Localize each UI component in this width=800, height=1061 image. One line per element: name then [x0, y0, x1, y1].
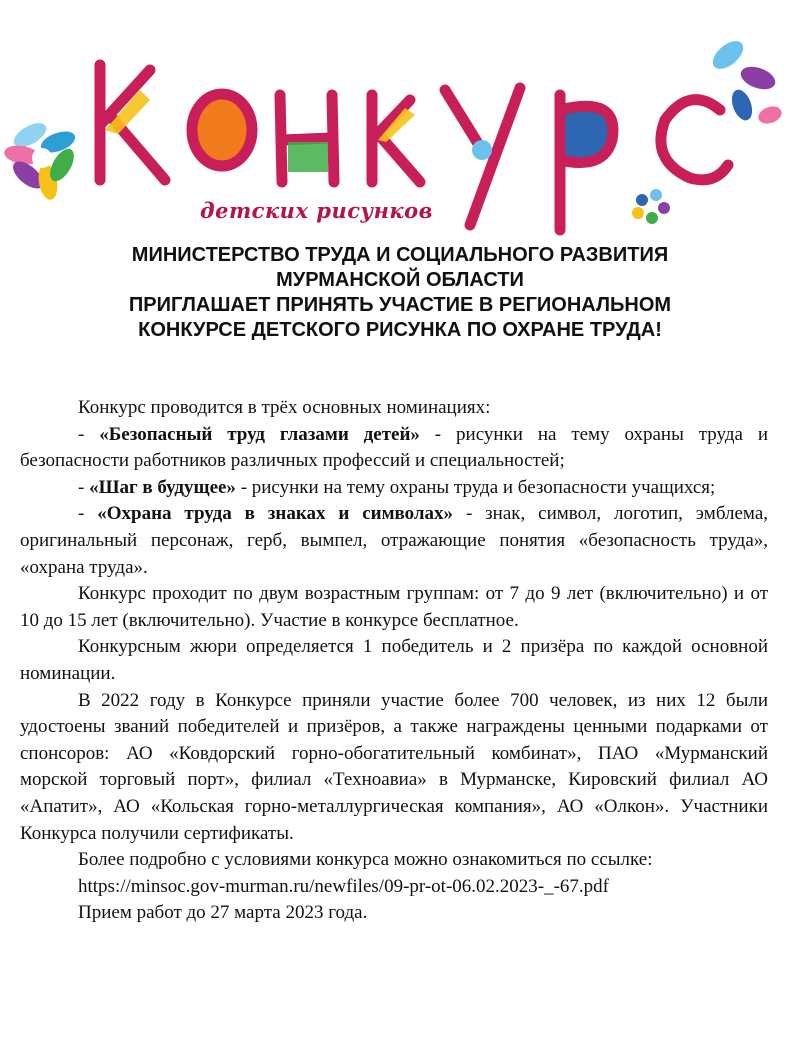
nomination-title: «Охрана труда в знаках и символах»	[97, 503, 454, 525]
more-info-paragraph: Более подробно с условиями конкурса можно ознакомиться по ссылке:	[78, 849, 653, 871]
nomination-title: «Безопасный труд глазами детей»	[99, 423, 420, 445]
logo-letter-o	[192, 94, 252, 166]
heading-line-3: ПРИГЛАШАЕТ ПРИНЯТЬ УЧАСТИЕ В РЕГИОНАЛЬНОМ	[128, 294, 672, 316]
logo-letter-r	[560, 95, 613, 230]
logo-letter-k2	[372, 95, 420, 182]
nomination-item	[20, 501, 768, 581]
page-heading	[20, 243, 780, 343]
announcement-body	[20, 395, 768, 927]
nomination-dash: -	[78, 503, 98, 525]
nomination-dash: -	[78, 423, 100, 445]
flower-left-icon	[3, 118, 79, 201]
nomination-item	[20, 422, 768, 475]
nomination-description: - рисунки на тему охраны труда и безопасности учащихся;	[235, 476, 716, 498]
contest-link[interactable]: https://minsoc.gov-murman.ru/newfiles/09-pr-ot-06.02.2023-_-67.pdf	[78, 875, 610, 897]
heading-line-4: КОНКУРСЕ ДЕТСКОГО РИСУНКА ПО ОХРАНЕ ТРУДА!	[138, 319, 662, 341]
history-paragraph: В 2022 году в Конкурсе приняли участие более 700 человек, из них 12 были удостоены званий победителей и призёров, а также награждены ценными подарками от спонсоров: АО «Ковдорский горно-обогатительный комбинат», ПАО «Мурманский морской торговый порт», филиал «Техноавиа» в Мурманске, Кировский филиал АО «Апатит», АО «Кольская горно-металлургическая компания», АО «Олкон». Участники Конкурса получили сертификаты.	[20, 689, 768, 844]
jury-paragraph: Конкурсным жюри определяется 1 победитель и 2 призёра по каждой основной номинации.	[20, 636, 768, 684]
age-groups-paragraph: Конкурс проходит по двум возрастным группам: от 7 до 9 лет (включительно) и от 10 до 15 лет (включительно). Участие в конкурсе бесплатное.	[20, 583, 768, 631]
nomination-description: - знак, символ, логотип, эмблема, оригинальный персонаж, герб, вымпел, отражающие понятия «безопасность труда», «охрана труда».	[20, 503, 768, 578]
deadline-paragraph: Прием работ до 27 марта 2023 года.	[78, 902, 368, 924]
logo-subtitle: детских рисунков	[200, 198, 433, 223]
heading-line-2: МУРМАНСКОЙ ОБЛАСТИ	[276, 269, 524, 291]
heading-line-1: МИНИСТЕРСТВО ТРУДА И СОЦИАЛЬНОГО РАЗВИТИЯ	[131, 244, 669, 266]
logo-letter-k1	[100, 65, 165, 180]
nomination-description: - рисунки на тему охраны труда и безопасности работников различных профессий и специальностей;	[20, 423, 769, 472]
nomination-dash: -	[78, 476, 90, 498]
intro-paragraph: Конкурс проводится в трёх основных номинациях:	[78, 397, 491, 418]
logo-letter-s	[661, 100, 728, 180]
nomination-item	[20, 475, 768, 502]
flower-right-icon	[632, 189, 670, 224]
nomination-title: «Шаг в будущее»	[89, 476, 236, 498]
